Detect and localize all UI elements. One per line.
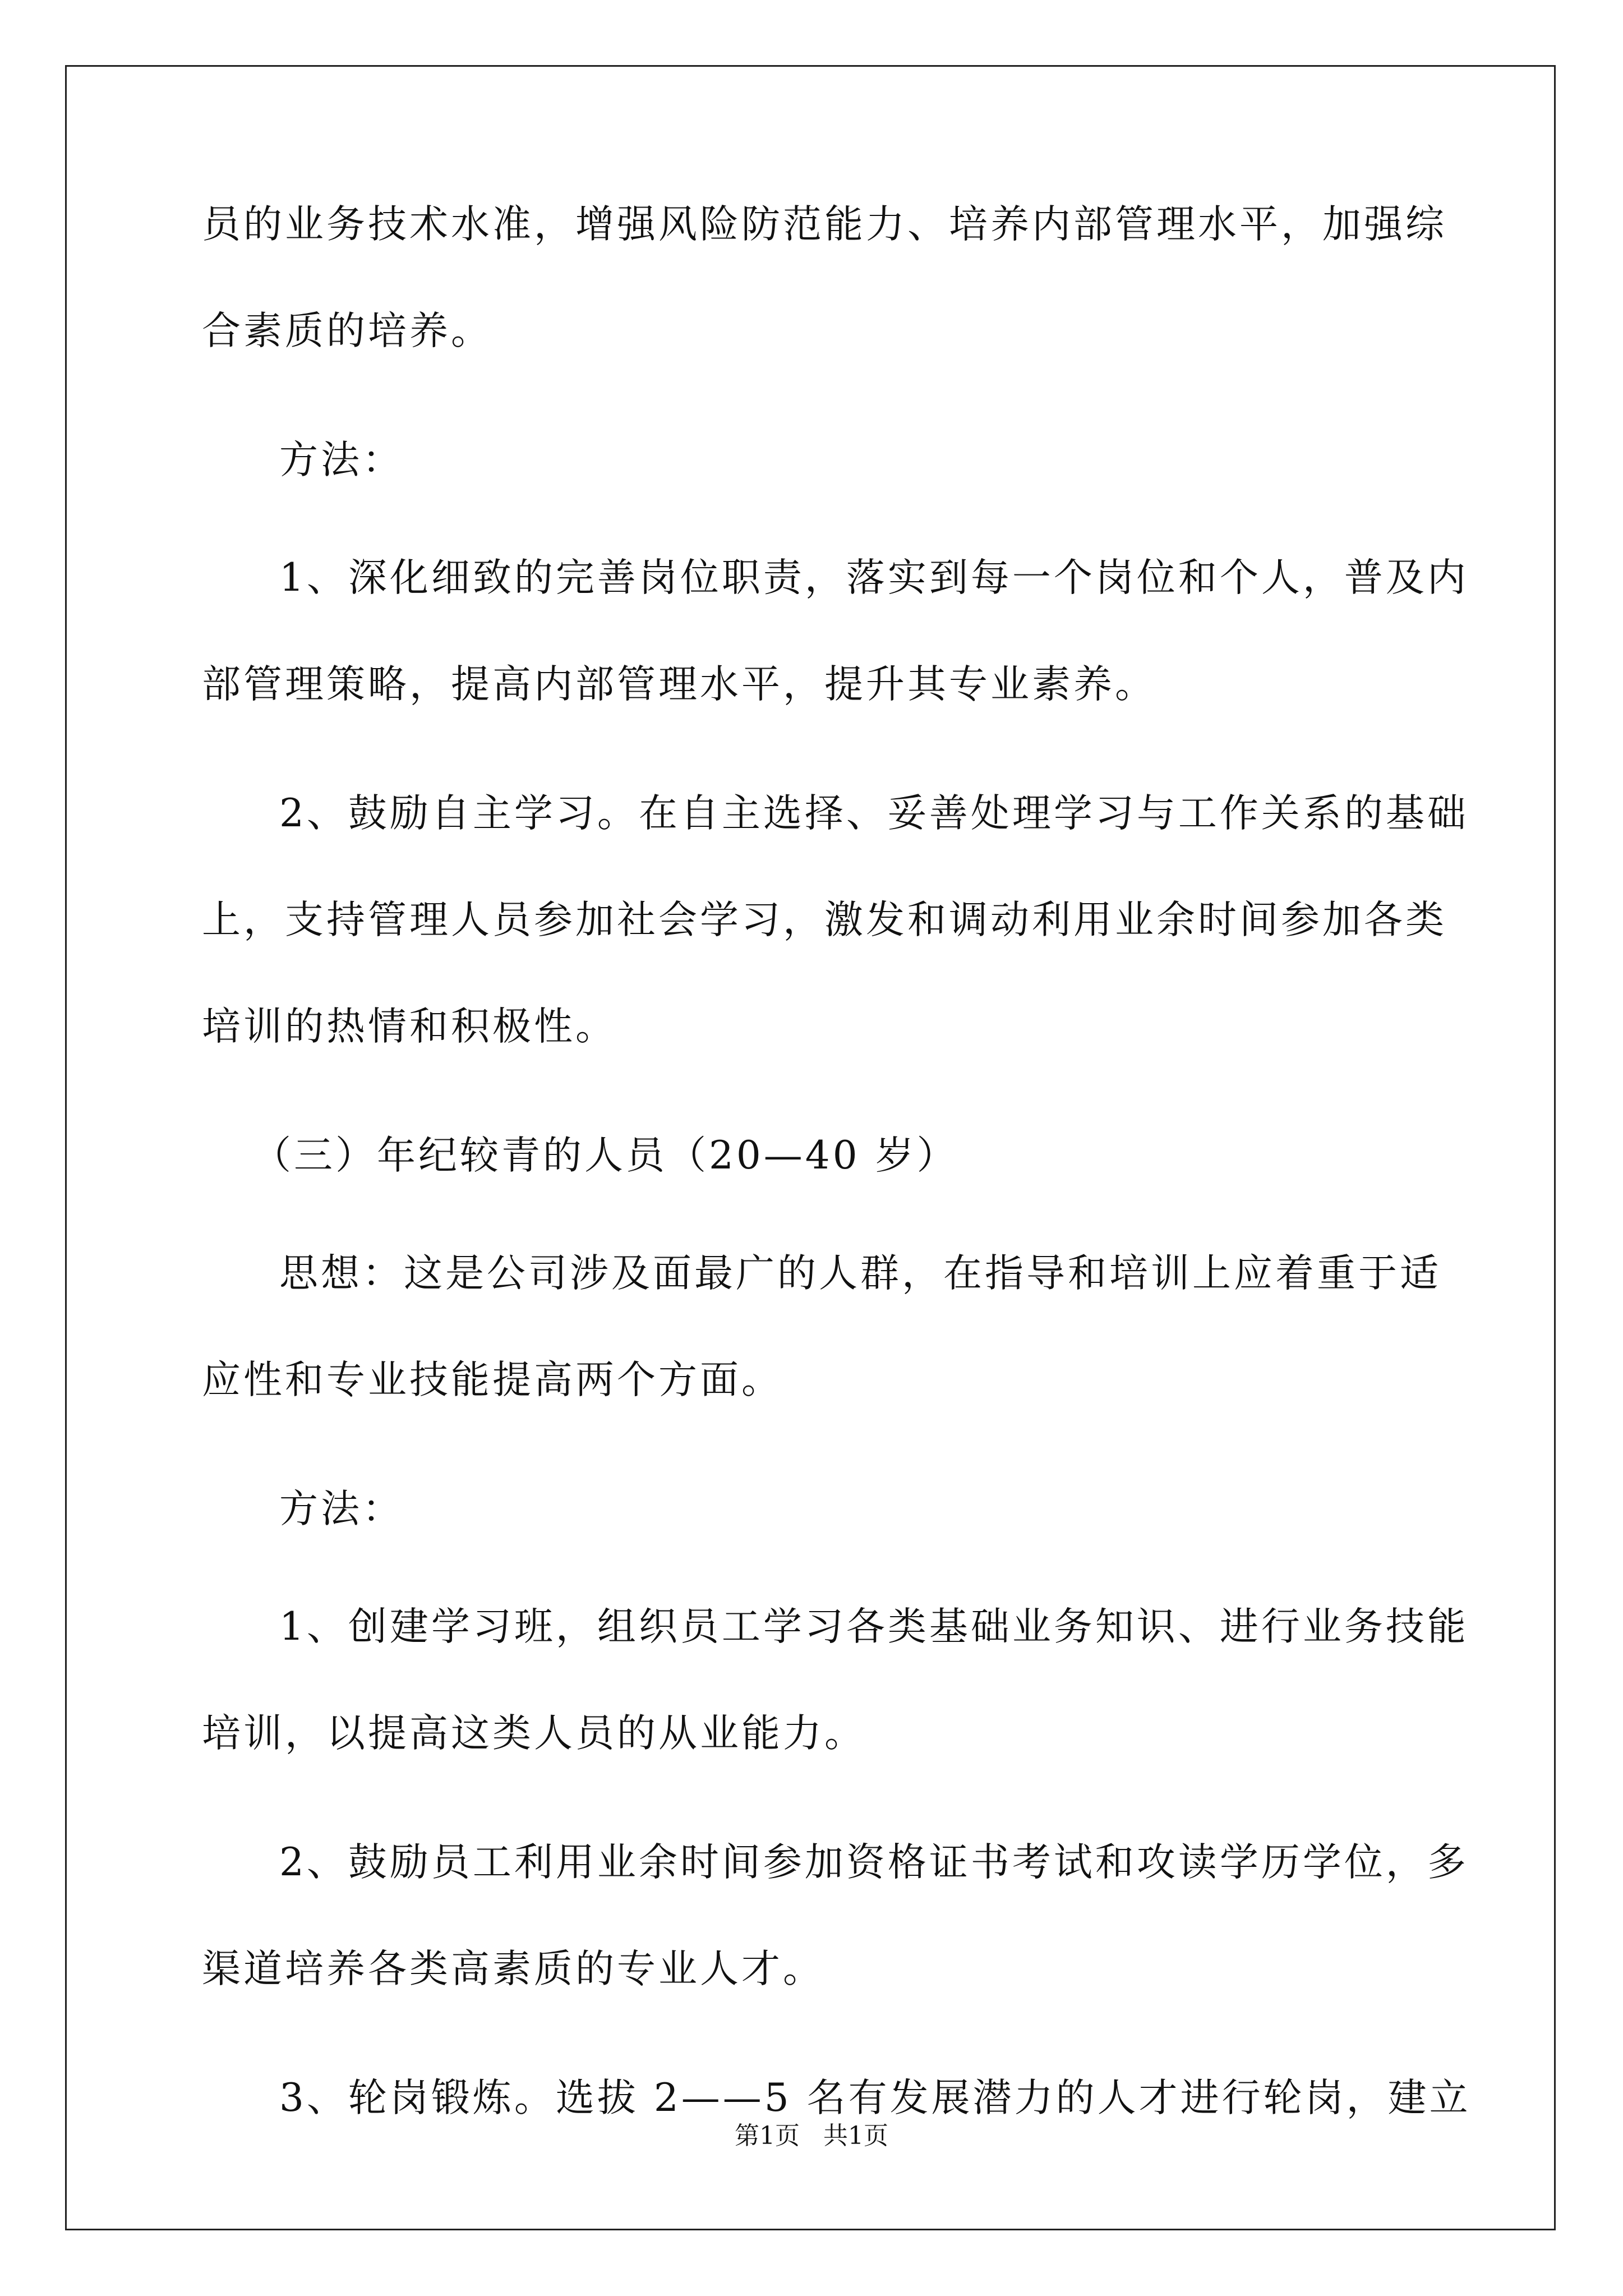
text-line: 1、创建学习班，组织员工学习各类基础业务知识、进行业务技能 (279, 1604, 1469, 1649)
text-line: 2、鼓励自主学习。在自主选择、妥善处理学习与工作关系的基础 (279, 791, 1469, 836)
text-line: 方法： (279, 438, 404, 482)
text-line: 3、轮岗锻炼。选拔 2——5 名有发展潜力的人才进行轮岗，建立 (279, 2076, 1471, 2120)
text-line: 方法： (279, 1487, 404, 1531)
text-line: 思想：这是公司涉及面最广的人群，在指导和培训上应着重于适 (279, 1251, 1441, 1296)
section-heading: （三）年纪较青的人员（20—40 岁） (252, 1133, 958, 1178)
text-line: 合素质的培养。 (202, 309, 492, 353)
text-line: 渠道培养各类高素质的专业人才。 (202, 1947, 824, 1991)
text-line: 员的业务技术水准，增强风险防范能力、培养内部管理水平，加强综 (202, 202, 1447, 247)
text-line: 应性和专业技能提高两个方面。 (202, 1358, 783, 1402)
text-line: 培训，以提高这类人员的从业能力。 (202, 1711, 866, 1756)
text-line: 部管理策略，提高内部管理水平，提升其专业素养。 (202, 662, 1156, 707)
text-line: 培训的热情和积极性。 (202, 1004, 617, 1049)
text-line: 上，支持管理人员参加社会学习，激发和调动利用业余时间参加各类 (202, 898, 1447, 942)
text-line: 1、深化细致的完善岗位职责，落实到每一个岗位和个人，普及内 (279, 555, 1469, 600)
page-number-footer: 第1页 共1页 (735, 2122, 888, 2150)
text-line: 2、鼓励员工利用业余时间参加资格证书考试和攻读学历学位，多 (279, 1840, 1469, 1885)
